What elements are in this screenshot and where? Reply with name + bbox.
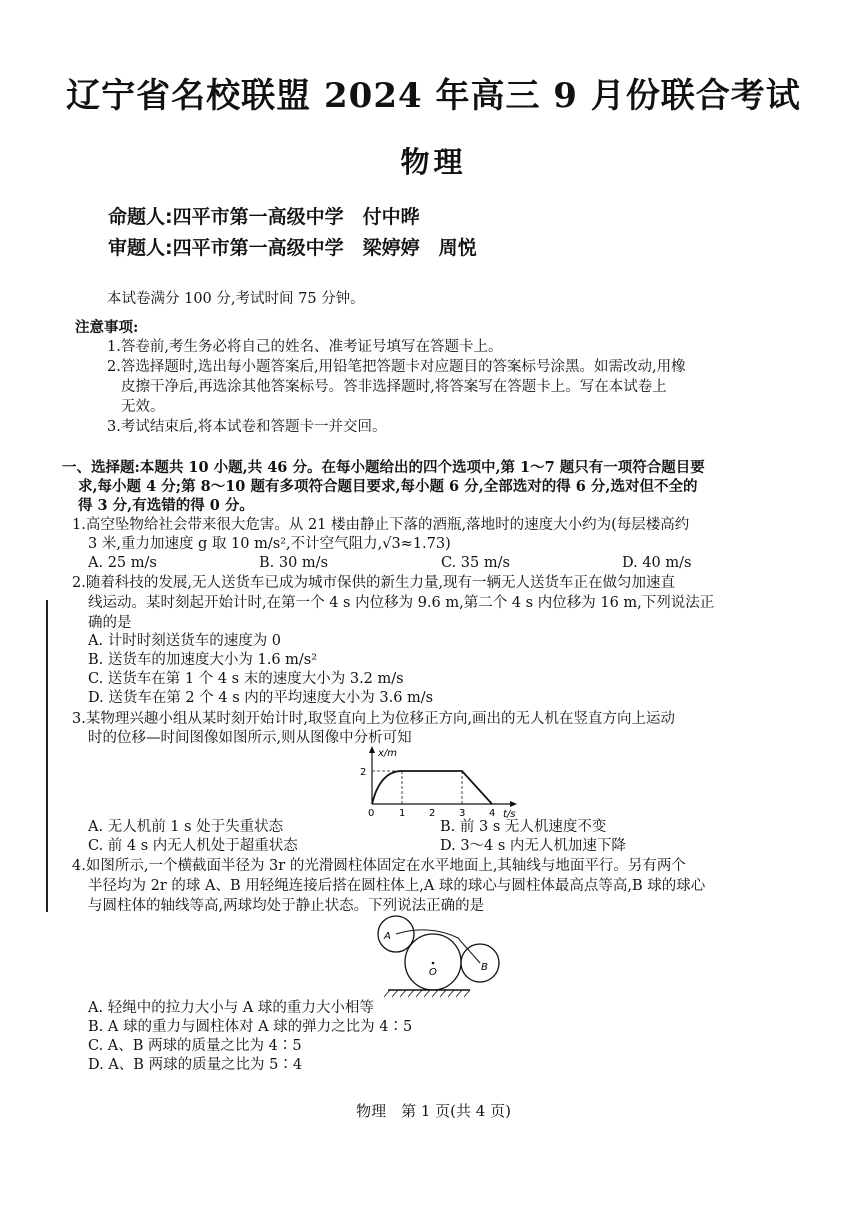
author-line: 命题人:四平市第一高级中学 付中晔 <box>108 206 420 228</box>
q1-option-d: D. 40 m/s <box>622 555 692 571</box>
x-axis-label: t/s <box>503 809 516 820</box>
origin-label: 0 <box>368 808 375 819</box>
section-heading: 一、选择题:本题共 10 小题,共 46 分。在每小题给出的四个选项中,第 1～7 题只有一项符合题目要 <box>62 459 705 476</box>
subject-title: 物理 <box>400 145 467 179</box>
q4-stem: 4.如图所示,一个横截面半径为 3r 的光滑圆柱体固定在水平地面上,其轴线与地面平行。另有两个 <box>72 858 686 874</box>
q3-option-a: A. 无人机前 1 s 处于失重状态 <box>88 819 284 835</box>
q4-option-d: D. A、B 两球的质量之比为 5∶4 <box>88 1057 303 1073</box>
x-tick-label: 1 <box>399 808 406 819</box>
q1-option-c: C. 35 m/s <box>441 555 510 571</box>
note-line: 1.答卷前,考生务必将自己的姓名、准考证号填写在答题卡上。 <box>107 339 503 355</box>
q2-stem: 线运动。某时刻起开始计时,在第一个 4 s 内位移为 9.6 m,第二个 4 s 内位移为 16 m,下列说法正 <box>88 595 715 611</box>
q2-option-a: A. 计时时刻送货车的速度为 0 <box>88 633 282 649</box>
cylinder-center <box>432 962 435 965</box>
q2-option-c: C. 送货车在第 1 个 4 s 末的速度大小为 3.2 m/s <box>88 671 404 687</box>
label-a: A <box>384 931 391 942</box>
y-axis-label: x/m <box>378 748 398 759</box>
note-line: 皮擦干净后,再选涂其他答案标号。答非选择题时,将答案写在答题卡上。写在本试卷上 <box>121 379 667 395</box>
q3-option-d: D. 3～4 s 内无人机加速下降 <box>440 838 626 854</box>
q4-stem: 半径均为 2r 的球 A、B 用轻绳连接后搭在圆柱体上,A 球的球心与圆柱体最高点等高,B 球的球心 <box>88 878 706 894</box>
q1-stem: 3 米,重力加速度 g 取 10 m/s²,不计空气阻力,√3≈1.73) <box>88 536 451 552</box>
q4-option-b: B. A 球的重力与圆柱体对 A 球的弹力之比为 4∶5 <box>88 1019 413 1035</box>
note-line: 无效。 <box>121 399 165 415</box>
q3-stem: 时的位移—时间图像如图所示,则从图像中分析可知 <box>88 730 412 746</box>
q3-option-c: C. 前 4 s 内无人机处于超重状态 <box>88 838 298 854</box>
cylinder-balls-figure <box>370 912 530 1000</box>
section-heading: 求,每小题 4 分;第 8～10 题有多项符合题目要求,每小题 6 分,全部选对的得 6 分,选对但不全的 <box>78 478 698 495</box>
position-time-graph <box>355 745 525 820</box>
q1-option-b: B. 30 m/s <box>259 555 329 571</box>
q1-option-a: A. 25 m/s <box>88 555 157 571</box>
y-axis-arrow <box>369 746 375 753</box>
page-footer: 物理 第 1 页(共 4 页) <box>356 1102 511 1120</box>
q4-option-a: A. 轻绳中的拉力大小与 A 球的重力大小相等 <box>88 1000 374 1016</box>
q2-option-d: D. 送货车在第 2 个 4 s 内的平均速度大小为 3.6 m/s <box>88 690 434 706</box>
note-line: 2.答选择题时,选出每小题答案后,用铅笔把答题卡对应题目的答案标号涂黑。如需改动,用橡 <box>107 359 686 375</box>
score-time: 本试卷满分 100 分,考试时间 75 分钟。 <box>107 291 365 307</box>
q4-option-c: C. A、B 两球的质量之比为 4∶5 <box>88 1038 302 1054</box>
note-line: 3.考试结束后,将本试卷和答题卡一并交回。 <box>107 419 387 435</box>
x-tick-label: 2 <box>429 808 436 819</box>
q4-stem: 与圆柱体的轴线等高,两球均处于静止状态。下列说法正确的是 <box>88 898 485 914</box>
q3-option-b: B. 前 3 s 无人机速度不变 <box>440 819 607 835</box>
label-b: B <box>481 962 488 973</box>
q2-option-b: B. 送货车的加速度大小为 1.6 m/s² <box>88 652 318 668</box>
binding-margin-line <box>46 600 48 912</box>
x-axis-arrow <box>510 801 517 807</box>
reviewer-line: 审题人:四平市第一高级中学 梁婷婷 周悦 <box>108 237 477 259</box>
exam-title: 辽宁省名校联盟 2024 年高三 9 月份联合考试 <box>66 76 801 116</box>
q2-stem: 2.随着科技的发展,无人送货车已成为城市保供的新生力量,现有一辆无人送货车正在做匀加速直 <box>72 575 676 591</box>
q3-stem: 3.某物理兴趣小组从某时刻开始计时,取竖直向上为位移正方向,画出的无人机在竖直方向上运动 <box>72 711 676 727</box>
x-tick-label: 4 <box>489 808 496 819</box>
ground-hatching <box>384 990 470 997</box>
q1-stem: 1.高空坠物给社会带来很大危害。从 21 楼由静止下落的酒瓶,落地时的速度大小约为(每层楼高约 <box>72 517 690 533</box>
x-tick-label: 3 <box>459 808 466 819</box>
section-heading: 得 3 分,有选错的得 0 分。 <box>78 497 254 514</box>
notes-title: 注意事项: <box>75 319 139 336</box>
x-t-curve <box>372 771 492 804</box>
label-o: O <box>429 967 437 978</box>
q2-stem: 确的是 <box>88 615 132 631</box>
y-tick-label: 2 <box>360 767 367 778</box>
